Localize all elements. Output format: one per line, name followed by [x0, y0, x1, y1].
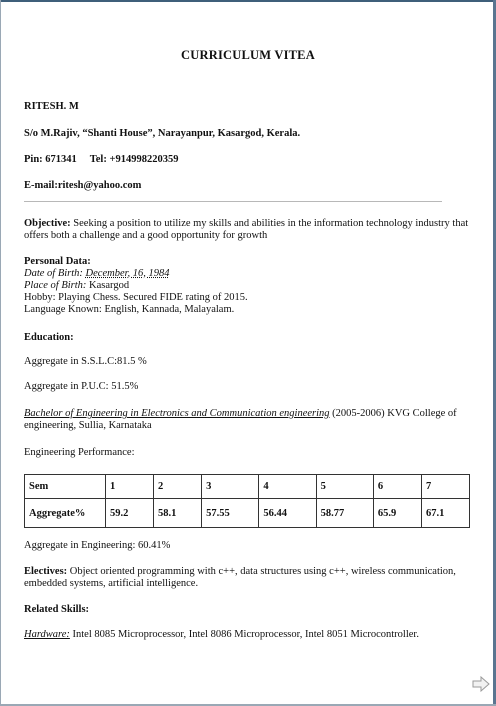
related-skills-heading: Related Skills: — [24, 604, 90, 615]
degree-name: Bachelor of Engineering in Electronics and Communication engineering — [24, 408, 330, 419]
puc-aggregate: Aggregate in P.U.C: 51.5% — [24, 381, 139, 392]
table-cell: 58.1 — [154, 499, 202, 528]
table-cell: 5 — [316, 475, 373, 499]
electives-text: Object oriented programming with c++, data structures using c++, wireless communication, embedded systems, artificial intelligence. — [24, 566, 456, 589]
hardware-line — [24, 629, 419, 640]
hardware-text: Intel 8085 Microprocessor, Intel 8086 Microprocessor, Intel 8051 Microcontroller. — [72, 629, 419, 640]
table-row-sem — [25, 475, 470, 499]
dob-value: December, 16, 1984 — [85, 268, 170, 279]
document-title: CURRICULUM VITEA — [181, 48, 315, 62]
table-cell: 4 — [259, 475, 316, 499]
next-page-arrow-icon[interactable] — [472, 676, 490, 692]
email-value[interactable]: ritesh@yahoo.com — [57, 180, 142, 191]
engineering-performance-label: Engineering Performance: — [24, 447, 135, 458]
table-cell: 65.9 — [373, 499, 421, 528]
header-divider — [24, 201, 442, 202]
language-line: Language Known: English, Kannada, Malayalam. — [24, 304, 235, 315]
table-cell: 3 — [202, 475, 259, 499]
table-row-aggregate — [25, 499, 470, 528]
page-frame-top — [0, 0, 496, 2]
personal-data-heading: Personal Data: — [24, 256, 91, 267]
address-line: S/o M.Rajiv, “Shanti House”, Narayanpur, Kasargod, Kerala. — [24, 128, 301, 139]
degree-details: (2005-2006) KVG College of engineering, Sullia, Karnataka — [24, 408, 457, 431]
objective-label: Objective: — [24, 218, 71, 229]
page-frame-left — [0, 0, 1, 706]
table-cell: 67.1 — [421, 499, 469, 528]
hobby-line: Hobby: Playing Chess. Secured FIDE rating of 2015. — [24, 292, 248, 303]
table-header-cell: Sem — [25, 475, 106, 499]
table-cell: 1 — [106, 475, 154, 499]
table-cell: 57.55 — [202, 499, 259, 528]
email-label: E-mail: — [24, 180, 58, 191]
table-cell: 59.2 — [106, 499, 154, 528]
electives-label: Electives: — [24, 566, 68, 577]
objective-text: Seeking a position to utilize my skills and abilities in the information technology industry that offers both a challenge and a good opportunity for growth — [24, 218, 469, 241]
dob-line — [24, 268, 472, 280]
pin-tel-line: Pin: 671341 Tel: +914998220359 — [24, 154, 179, 165]
applicant-name: RITESH. M — [24, 101, 79, 112]
electives-section — [24, 566, 472, 590]
pob-label: Place of Birth: — [24, 280, 87, 291]
objective-section — [24, 218, 472, 242]
hardware-label: Hardware: — [24, 629, 70, 640]
email-line — [24, 180, 141, 191]
table-cell: 58.77 — [316, 499, 373, 528]
education-heading: Education: — [24, 332, 74, 343]
sslc-aggregate: Aggregate in S.S.L.C:81.5 % — [24, 356, 147, 367]
dob-label: Date of Birth: — [24, 268, 83, 279]
engineering-aggregate: Aggregate in Engineering: 60.41% — [24, 540, 171, 551]
pob-value: Kasargod — [89, 280, 130, 291]
table-cell: 56.44 — [259, 499, 316, 528]
table-cell: 2 — [154, 475, 202, 499]
table-cell: 6 — [373, 475, 421, 499]
table-cell: 7 — [421, 475, 469, 499]
degree-line — [24, 408, 472, 432]
pob-line — [24, 280, 472, 292]
performance-table — [24, 474, 470, 528]
table-header-cell: Aggregate% — [25, 499, 106, 528]
personal-data-section — [24, 256, 472, 316]
